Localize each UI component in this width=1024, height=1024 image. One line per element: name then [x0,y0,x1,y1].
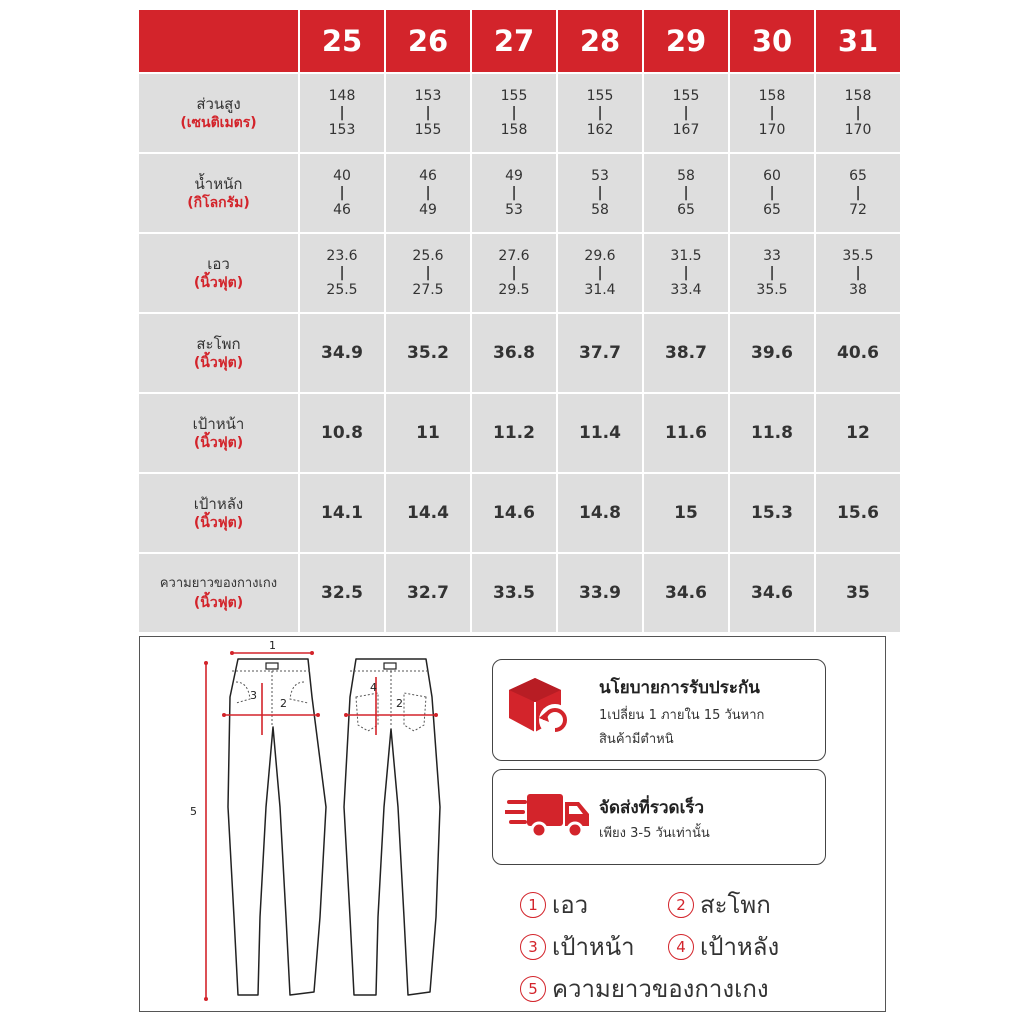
range-min: 25.6 [412,248,444,264]
range-max: 153 [328,122,356,138]
row-label-waist [139,234,298,312]
row-label: น้ำหนัก [194,174,243,193]
row-unit: (นิ้วฟุต) [193,514,244,531]
row-label: เป้าหน้า [192,414,245,433]
legend-text: เป้าหน้า [552,933,635,961]
range-max: 72 [849,202,867,218]
measurement-legend [520,877,850,1007]
row-label: เป้าหลัง [193,494,244,513]
row-unit: (นิ้วฟุต) [193,594,244,611]
table-cell: 11.2 [472,394,556,472]
table-cell [816,74,900,152]
legend-number: 4 [668,934,694,960]
size-header: 26 [386,10,470,72]
row-label: ความยาวของกางเกง [159,575,278,591]
row-label-weight [139,154,298,232]
range-min: 35.5 [842,248,874,264]
range-separator: | [683,265,689,281]
table-cell: 38.7 [644,314,728,392]
range-min: 65 [849,168,867,184]
row-label: ส่วนสูง [196,94,241,113]
shipping-box [492,769,826,865]
fast-truck-icon [505,784,591,848]
range-min: 53 [591,168,609,184]
guarantee-line-2: สินค้ามีตำหนิ [599,732,674,747]
row-label: เอว [207,254,230,273]
table-cell: 34.6 [730,554,814,632]
table-cell: 11.8 [730,394,814,472]
row-label-height [139,74,298,152]
range-max: 35.5 [756,282,788,298]
range-min: 158 [844,88,872,104]
table-cell: 15.6 [816,474,900,552]
size-header: 28 [558,10,642,72]
info-panel [139,636,886,1012]
table-cell: 11.4 [558,394,642,472]
range-min: 148 [328,88,356,104]
range-separator: | [597,185,603,201]
range-separator: | [339,265,345,281]
row-label-back-rise [139,474,298,552]
range-separator: | [769,105,775,121]
table-cell [644,154,728,232]
table-cell [816,154,900,232]
range-separator: | [425,265,431,281]
range-min: 33 [763,248,781,264]
table-cell: 10.8 [300,394,384,472]
range-separator: | [597,105,603,121]
jeans-measurement-diagram [140,637,480,1009]
legend-number: 5 [520,976,546,1002]
range-separator: | [683,185,689,201]
legend-number: 2 [668,892,694,918]
range-separator: | [425,185,431,201]
size-header: 29 [644,10,728,72]
range-max: 49 [419,202,437,218]
size-header: 25 [300,10,384,72]
row-label: สะโพก [196,334,241,353]
range-max: 29.5 [498,282,530,298]
table-cell: 33.9 [558,554,642,632]
marker-4: 4 [370,681,377,694]
range-min: 40 [333,168,351,184]
legend-item [520,927,635,966]
marker-5: 5 [190,805,197,818]
table-cell: 14.1 [300,474,384,552]
table-cell: 12 [816,394,900,472]
table-cell: 33.5 [472,554,556,632]
table-cell [644,74,728,152]
range-max: 158 [500,122,528,138]
table-cell: 32.5 [300,554,384,632]
table-cell: 36.8 [472,314,556,392]
legend-text: สะโพก [700,891,771,919]
table-cell: 34.9 [300,314,384,392]
guarantee-title: นโยบายการรับประกัน [599,678,760,698]
range-max: 46 [333,202,351,218]
table-cell [386,234,470,312]
legend-number: 3 [520,934,546,960]
table-cell [386,154,470,232]
range-min: 23.6 [326,248,358,264]
table-cell: 39.6 [730,314,814,392]
table-cell: 11.6 [644,394,728,472]
range-max: 38 [849,282,867,298]
range-max: 27.5 [412,282,444,298]
table-cell [730,234,814,312]
legend-item [668,885,771,924]
range-max: 58 [591,202,609,218]
legend-item [520,969,769,1008]
legend-text: เป้าหลัง [700,933,780,961]
table-cell: 32.7 [386,554,470,632]
legend-item [668,927,779,966]
size-header: 30 [730,10,814,72]
range-separator: | [683,105,689,121]
marker-2: 2 [280,697,287,710]
range-min: 155 [672,88,700,104]
table-cell: 34.6 [644,554,728,632]
range-max: 65 [763,202,781,218]
legend-text: ความยาวของกางเกง [552,975,769,1003]
table-cell [730,154,814,232]
return-box-icon [505,674,577,742]
table-cell: 40.6 [816,314,900,392]
table-cell: 37.7 [558,314,642,392]
range-separator: | [597,265,603,281]
row-label-hip [139,314,298,392]
table-cell [300,154,384,232]
range-max: 65 [677,202,695,218]
range-min: 158 [758,88,786,104]
table-cell [472,154,556,232]
range-separator: | [339,105,345,121]
table-cell [558,234,642,312]
range-min: 49 [505,168,523,184]
legend-item [520,885,588,924]
range-separator: | [511,185,517,201]
table-cell: 35.2 [386,314,470,392]
range-separator: | [855,265,861,281]
range-min: 46 [419,168,437,184]
range-min: 60 [763,168,781,184]
range-max: 170 [844,122,872,138]
size-header: 31 [816,10,900,72]
legend-number: 1 [520,892,546,918]
marker-3: 3 [250,689,257,702]
range-separator: | [511,105,517,121]
table-cell: 35 [816,554,900,632]
table-cell [816,234,900,312]
table-cell [386,74,470,152]
table-cell [644,234,728,312]
table-cell [472,234,556,312]
row-unit: (นิ้วฟุต) [193,354,244,371]
table-cell [300,234,384,312]
marker-1: 1 [269,639,276,652]
table-cell [472,74,556,152]
row-unit: (กิโลกรัม) [187,194,250,211]
row-label-length [139,554,298,632]
range-max: 162 [586,122,614,138]
table-cell: 14.8 [558,474,642,552]
table-cell: 14.6 [472,474,556,552]
range-min: 155 [586,88,614,104]
range-max: 170 [758,122,786,138]
guarantee-line-1: 1เปลี่ยน 1 ภายใน 15 วันหาก [599,708,765,723]
range-max: 167 [672,122,700,138]
table-cell [300,74,384,152]
table-cell [558,74,642,152]
row-unit: (เซนติเมตร) [180,114,257,131]
range-max: 33.4 [670,282,702,298]
range-separator: | [339,185,345,201]
table-cell [558,154,642,232]
guarantee-box [492,659,826,761]
row-label-front-rise [139,394,298,472]
range-min: 31.5 [670,248,702,264]
range-separator: | [769,265,775,281]
range-max: 31.4 [584,282,616,298]
range-separator: | [855,185,861,201]
range-min: 29.6 [584,248,616,264]
shipping-title: จัดส่งที่รวดเร็ว [599,798,705,818]
range-min: 153 [414,88,442,104]
table-cell: 14.4 [386,474,470,552]
legend-text: เอว [552,891,589,919]
range-max: 155 [414,122,442,138]
range-min: 155 [500,88,528,104]
range-separator: | [855,105,861,121]
table-corner [139,10,298,72]
range-separator: | [769,185,775,201]
table-cell [730,74,814,152]
shipping-line-1: เพียง 3-5 วันเท่านั้น [599,826,710,841]
range-max: 53 [505,202,523,218]
size-header: 27 [472,10,556,72]
table-cell: 15.3 [730,474,814,552]
row-unit: (นิ้วฟุต) [193,434,244,451]
row-unit: (นิ้วฟุต) [193,274,244,291]
range-min: 27.6 [498,248,530,264]
range-separator: | [425,105,431,121]
table-cell: 15 [644,474,728,552]
table-cell: 11 [386,394,470,472]
range-min: 58 [677,168,695,184]
marker-2-back: 2 [396,697,403,710]
range-separator: | [511,265,517,281]
size-chart-table [139,10,887,630]
range-max: 25.5 [326,282,358,298]
